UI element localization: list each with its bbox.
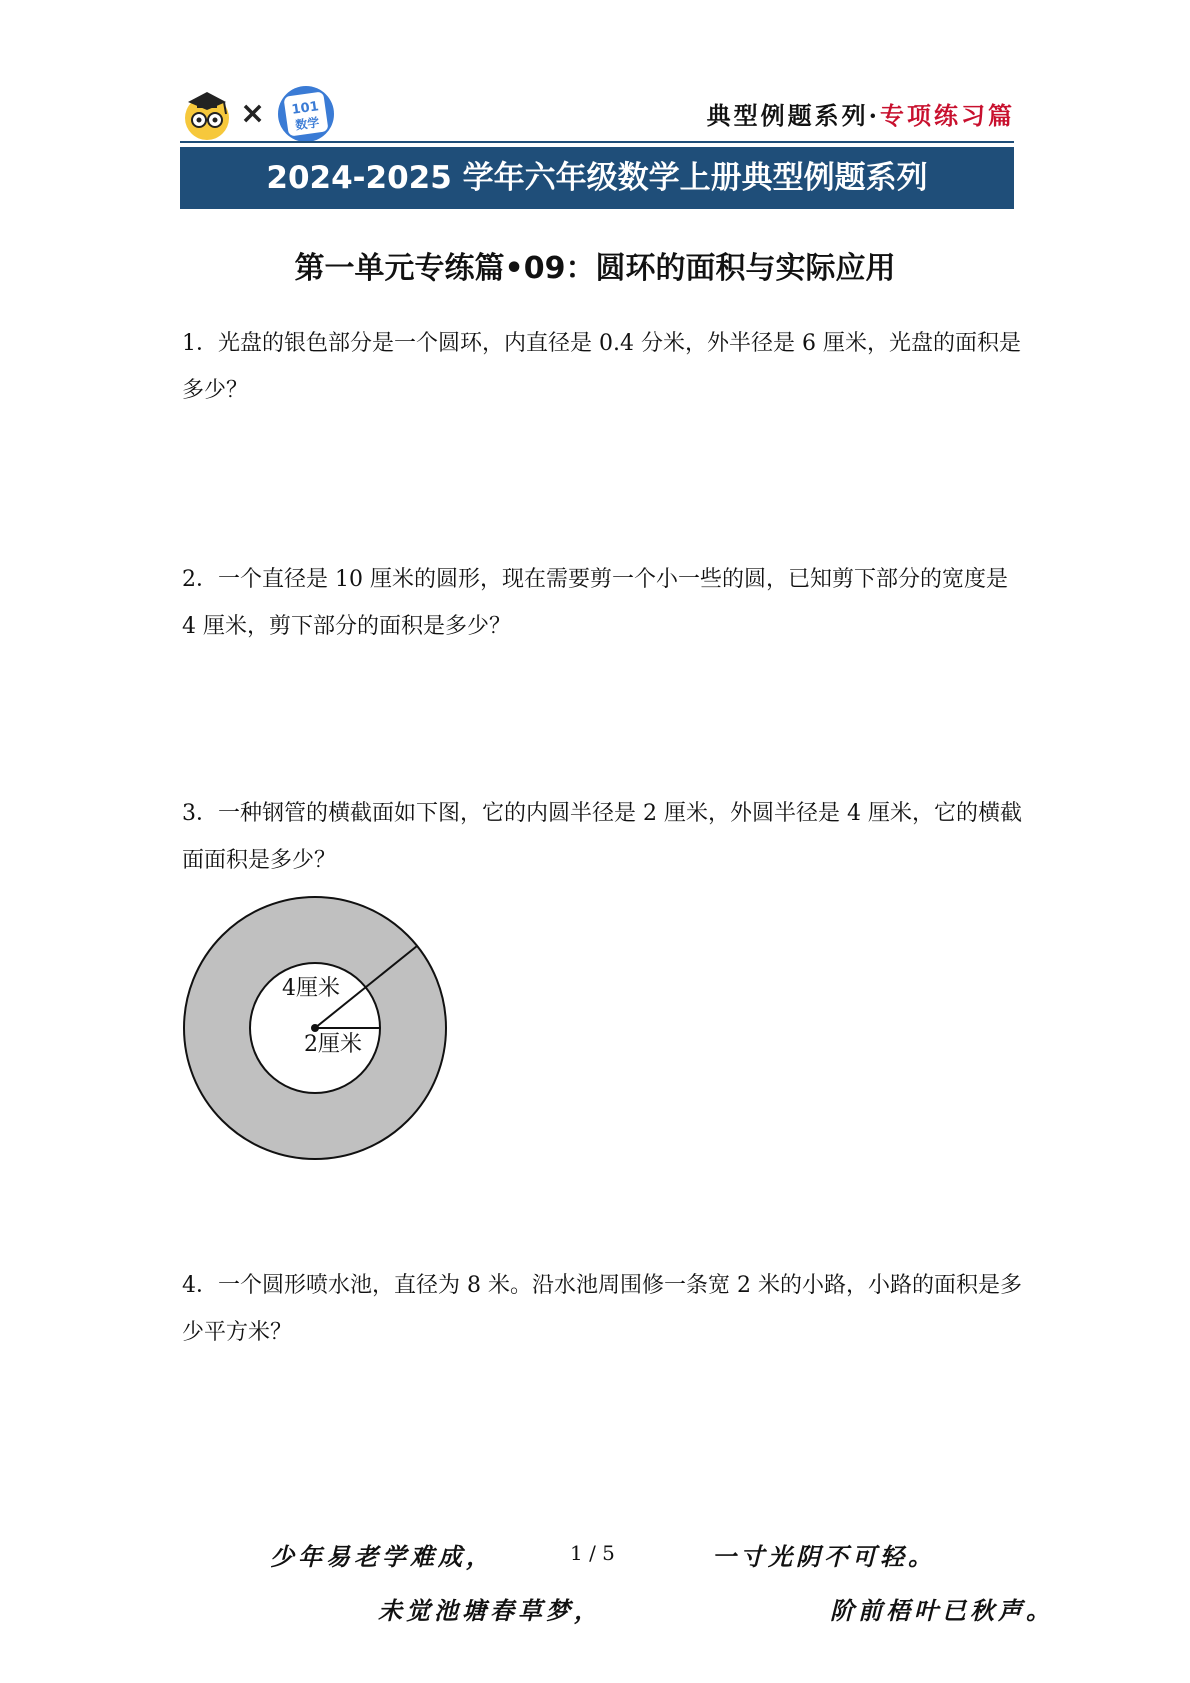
question-text: 一种钢管的横截面如下图，它的内圆半径是 2 厘米，外圆半径是 4 厘米，它的横截面面积是多少？ — [182, 801, 1022, 873]
unit-title: 第一单元专练篇•09：圆环的面积与实际应用 — [294, 251, 896, 286]
banner-top-rule — [180, 141, 1014, 143]
poem-line-2: 一寸光阴不可轻。 — [712, 1542, 936, 1571]
question-number: 4． — [182, 1273, 218, 1298]
series-tag — [707, 96, 1015, 131]
question-number: 1． — [182, 331, 218, 356]
question-2 — [182, 556, 1022, 650]
mascot-logo-icon — [180, 88, 234, 142]
question-3 — [182, 790, 1022, 884]
inner-radius-label: 2厘米 — [304, 1032, 362, 1057]
poem-line-3: 未觉池塘春草梦， — [378, 1596, 602, 1625]
question-1 — [182, 320, 1022, 414]
question-number: 3． — [182, 801, 218, 826]
badge-text-bottom: 数学 — [294, 115, 321, 133]
series-tag-black: 典型例题系列· — [706, 101, 880, 130]
center-point — [311, 1024, 319, 1032]
question-4 — [182, 1262, 1022, 1356]
page-number: 1 / 5 — [570, 1541, 615, 1565]
series-tag-red: 专项练习篇 — [880, 101, 1015, 130]
banner-title: 2024-2025 学年六年级数学上册典型例题系列 — [180, 147, 1014, 209]
question-number: 2． — [182, 567, 218, 592]
outer-radius-label: 4厘米 — [282, 976, 340, 1001]
times-symbol: × — [240, 96, 266, 131]
header-logos — [180, 84, 340, 144]
math101-badge-icon — [276, 84, 336, 144]
poem-line-1: 少年易老学难成， — [270, 1542, 494, 1571]
poem-line-4: 阶前梧叶已秋声。 — [830, 1596, 1054, 1625]
question-text: 光盘的银色部分是一个圆环，内直径是 0.4 分米，外半径是 6 厘米，光盘的面积是多少？ — [182, 331, 1021, 403]
question-text: 一个圆形喷水池，直径为 8 米。沿水池周围修一条宽 2 米的小路，小路的面积是多少平方米？ — [182, 1273, 1022, 1345]
badge-text-top: 101 — [290, 99, 320, 118]
question-text: 一个直径是 10 厘米的圆形，现在需要剪一个小一些的圆，已知剪下部分的宽度是 4 厘米，剪下部分的面积是多少？ — [182, 567, 1008, 639]
annulus-figure — [180, 893, 450, 1163]
